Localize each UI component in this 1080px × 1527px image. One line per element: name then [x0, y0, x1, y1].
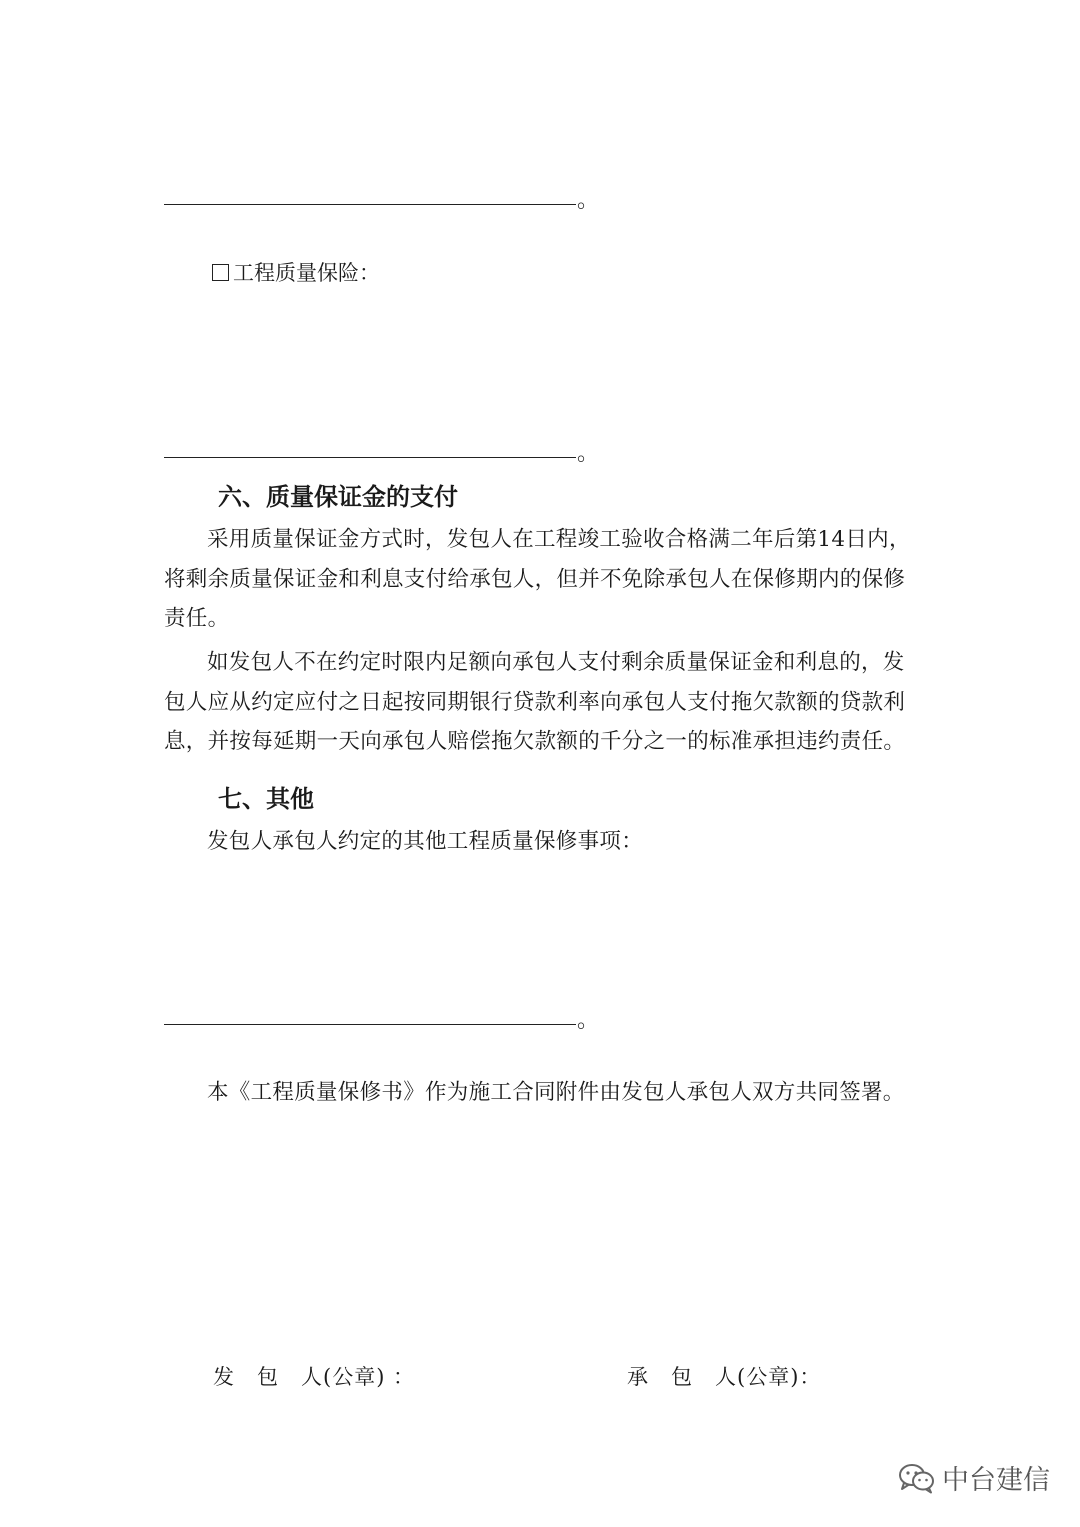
section-7-paragraph	[207, 822, 643, 862]
paragraph-line: 包人应从约定应付之日起按同期银行贷款利率向承包人支付拖欠款额的贷款利	[164, 689, 906, 715]
contractor-signature-label: 承 包 人(公章)：	[627, 1365, 822, 1389]
fill-in-blank-line	[164, 204, 576, 205]
insurance-option	[212, 259, 380, 287]
paragraph-line: 息，并按每延期一天向承包人赔偿拖欠款额的千分之一的标准承担违约责任。	[164, 729, 906, 754]
watermark-text: 中台建信	[942, 1465, 1050, 1496]
fill-in-blank-line	[164, 1024, 576, 1025]
paragraph-line: 如发包人不在约定时限内足额向承包人支付剩余质量保证金和利息的，发	[207, 650, 905, 675]
section-6-paragraph-1	[164, 520, 911, 639]
closing-statement	[207, 1073, 905, 1113]
paragraph-line: 将剩余质量保证金和利息支付给承包人，但并不免除承包人在保修期内的保修	[164, 566, 906, 592]
watermark	[898, 1458, 1050, 1497]
paragraph-line: 责任。	[164, 606, 230, 631]
wechat-icon	[898, 1462, 936, 1494]
fill-in-blank-line	[164, 457, 576, 458]
insurance-option-label: 工程质量保险：	[233, 261, 380, 285]
blank-period: 。	[577, 1008, 600, 1033]
section-6-heading: 六、质量保证金的支付	[218, 483, 458, 511]
paragraph-line: 发包人承包人约定的其他工程质量保修事项：	[207, 829, 644, 854]
paragraph-line: 本《工程质量保修书》作为施工合同附件由发包人承包人双方共同签署。	[207, 1080, 905, 1105]
paragraph-line: 采用质量保证金方式时，发包人在工程竣工验收合格满二年后第14日内，	[207, 527, 911, 552]
section-7-heading: 七、其他	[218, 785, 314, 813]
blank-period: 。	[577, 441, 600, 466]
employer-signature-label: 发 包 人(公章) ：	[213, 1365, 416, 1389]
blank-period: 。	[577, 188, 600, 213]
checkbox-icon[interactable]	[212, 264, 229, 281]
section-6-paragraph-2	[164, 643, 905, 762]
